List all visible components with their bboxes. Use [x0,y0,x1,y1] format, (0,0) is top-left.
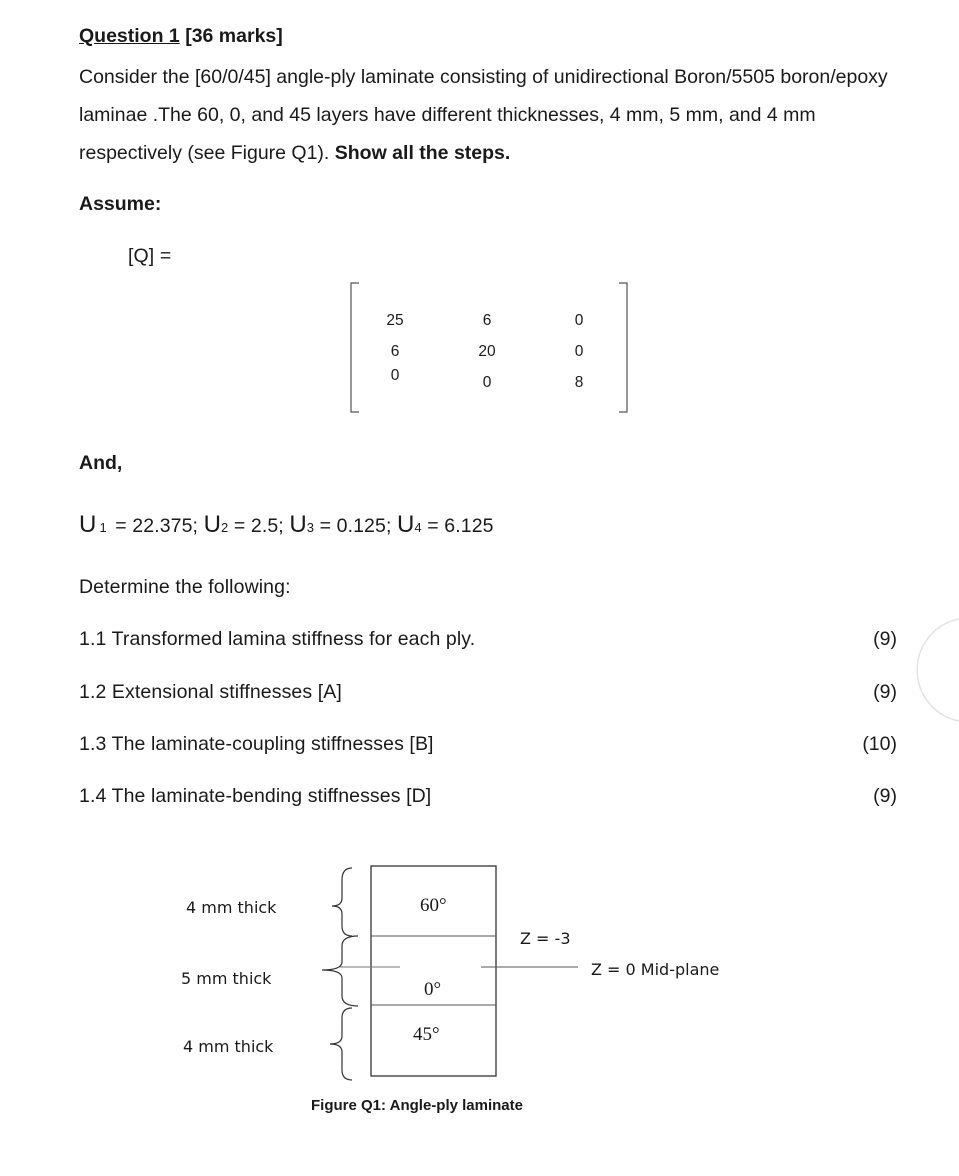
u1-subscript: 1 [99,520,107,535]
u-values-line [79,511,494,539]
matrix-cell: 0 [574,343,584,360]
intro-text: Consider the [60/0/45] angle-ply laminate consisting of unidirectional Boron/5505 boron/epoxy laminae .The 60, 0, and 45 layers have different thicknesses, 4 mm, 5 mm, and 4 mm respectively (see Figure Q1). [79,66,888,164]
matrix-cell: 0 [574,312,584,329]
task-1-1: 1.1 Transformed lamina stiffness for each ply. [79,628,476,650]
question-title: Question 1 [79,25,180,47]
ply-60-label: 60° [420,895,447,916]
determine-label: Determine the following: [79,576,291,598]
page-scroll-handle[interactable] [915,615,959,725]
brace-top [332,868,352,936]
matrix-cell: 6 [390,343,400,360]
q-matrix-label: [Q] = [128,245,172,267]
u3-value: = 0.125; [314,515,397,537]
ply-0-label: 0° [424,979,442,1000]
thickness-label-top: 4 mm thick [186,898,277,917]
u1-value: = 22.375; [109,515,204,537]
u3-letter: U [289,511,307,538]
task-1-3-marks: (10) [862,733,897,755]
question-marks: [36 marks] [179,25,283,47]
laminate-diagram [300,860,600,1085]
figure-caption: Figure Q1: Angle-ply laminate [311,1097,523,1114]
task-1-4: 1.4 The laminate-bending stiffnesses [D] [79,785,432,807]
intro-emphasis: Show all the steps. [334,142,511,164]
u2-subscript: 2 [221,520,229,535]
ply-45-label: 45° [413,1024,440,1045]
assume-label: Assume: [79,193,162,215]
thickness-label-mid: 5 mm thick [181,969,272,988]
brace-bot [330,1008,352,1080]
z-top-label: Z = -3 [520,929,571,948]
question-heading [79,25,283,48]
task-1-3: 1.3 The laminate-coupling stiffnesses [B] [79,733,434,755]
intro-paragraph [79,58,909,172]
task-1-1-marks: (9) [873,628,897,650]
matrix-cell: 0 [390,367,400,384]
u4-subscript: 4 [414,520,422,535]
matrix-cell: 20 [478,343,496,360]
and-label: And, [79,452,123,474]
matrix-cell: 0 [482,374,492,391]
u2-letter: U [203,511,222,538]
task-1-2: 1.2 Extensional stiffnesses [A] [79,681,342,703]
u4-letter: U [396,511,415,538]
task-1-2-marks: (9) [873,681,897,703]
brace-mid [322,936,358,1006]
matrix-cell: 6 [482,312,492,329]
u1-letter: U [79,511,97,538]
matrix-cell: 8 [574,374,584,391]
task-1-4-marks: (9) [873,785,897,807]
u3-subscript: 3 [306,520,315,535]
matrix-cell: 25 [386,312,404,329]
u2-value: = 2.5; [228,515,290,537]
thickness-label-bot: 4 mm thick [183,1037,274,1056]
z-midplane-label: Z = 0 Mid-plane [591,960,720,979]
u4-value: = 6.125 [421,515,494,537]
